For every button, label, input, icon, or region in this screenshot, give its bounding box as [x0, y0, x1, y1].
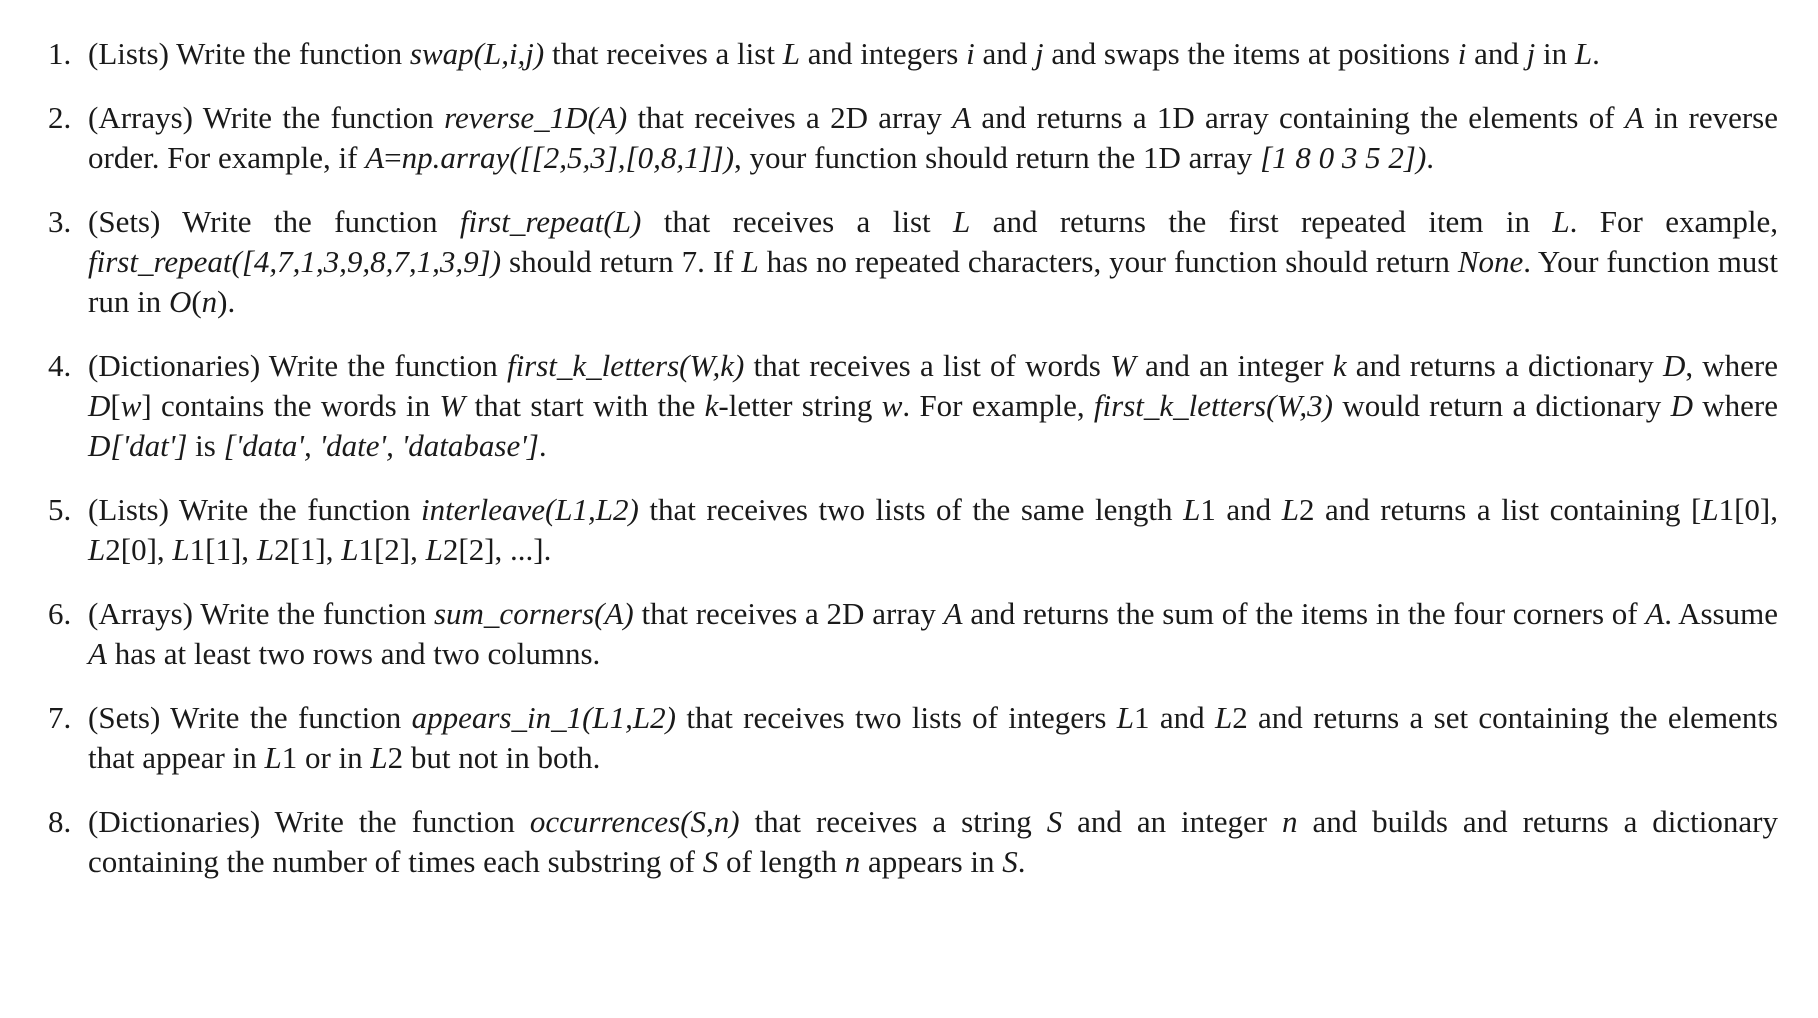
- text-run: . Assume: [1664, 596, 1778, 631]
- text-run: would return a dictionary: [1333, 388, 1671, 423]
- math-term: A: [88, 636, 107, 671]
- math-term: L: [1116, 700, 1135, 735]
- text-run: 1[0],: [1718, 492, 1779, 527]
- math-term: [1 8 0 3 5 2]): [1260, 140, 1427, 175]
- text-run: . Your function must run in: [88, 244, 1778, 319]
- problem-item: [48, 490, 1778, 570]
- math-term: A: [365, 140, 385, 175]
- text-run: ).: [217, 284, 236, 319]
- math-term: first_k_letters(W,k): [506, 348, 745, 383]
- text-run: that receives two lists of the same length: [638, 492, 1184, 527]
- text-run: has at least two rows and two columns.: [106, 636, 601, 671]
- math-term: k: [1332, 348, 1347, 383]
- text-run: has no repeated characters, your function should return: [758, 244, 1458, 279]
- text-run: . For example,: [1569, 204, 1778, 239]
- math-term: L: [741, 244, 759, 279]
- text-run: 2 and returns a list containing [: [1298, 492, 1702, 527]
- text-run: (Arrays) Write the function: [88, 596, 434, 631]
- text-run: [: [110, 388, 121, 423]
- text-run: and returns a 1D array containing the elements of: [971, 100, 1625, 135]
- math-term: i: [1457, 36, 1467, 71]
- problem-text: [88, 492, 1778, 567]
- math-term: L: [256, 532, 275, 567]
- text-run: that start with the: [465, 388, 705, 423]
- math-term: L: [88, 532, 106, 567]
- math-term: ['data', 'date', 'database']: [223, 428, 539, 463]
- text-run: that receives two lists of integers: [676, 700, 1117, 735]
- text-run: (Arrays) Write the function: [88, 100, 445, 135]
- text-run: that receives a 2D array: [633, 596, 944, 631]
- problem-number: 4.: [48, 348, 72, 383]
- text-run: and builds and returns a dictionary containing the number of times each substring of: [88, 804, 1778, 879]
- text-run: .: [538, 428, 547, 463]
- math-term: reverse_1D(A): [444, 100, 628, 135]
- math-term: sum_corners(A): [433, 596, 634, 631]
- math-term: w: [120, 388, 142, 423]
- math-term: np.array([[2,5,3],[0,8,1]]): [401, 140, 735, 175]
- problem-item: [48, 346, 1778, 466]
- math-term: i: [966, 36, 975, 71]
- math-term: L: [1281, 492, 1299, 527]
- text-run: (Dictionaries) Write the function: [88, 348, 507, 383]
- math-term: L: [1214, 700, 1233, 735]
- math-term: L: [370, 740, 388, 775]
- math-term: j: [1034, 36, 1044, 71]
- text-run: and returns the first repeated item in: [970, 204, 1553, 239]
- problem-number: 6.: [48, 596, 72, 631]
- text-run: .: [1426, 140, 1435, 175]
- math-term: D: [1662, 348, 1686, 383]
- math-term: n: [201, 284, 218, 319]
- text-run: that receives a list of words: [744, 348, 1111, 383]
- math-term: S: [1002, 844, 1018, 879]
- math-term: L: [1183, 492, 1201, 527]
- text-run: and: [1466, 36, 1527, 71]
- problem-item: [48, 34, 1778, 74]
- text-run: and returns a dictionary: [1346, 348, 1663, 383]
- text-run: 2[0],: [105, 532, 173, 567]
- text-run: should return 7. If: [501, 244, 742, 279]
- problem-item: [48, 98, 1778, 178]
- math-term: A: [943, 596, 963, 631]
- text-run: where: [1692, 388, 1779, 423]
- problem-item: [48, 802, 1778, 882]
- math-term: W: [439, 388, 466, 423]
- text-run: that receives a 2D array: [627, 100, 953, 135]
- text-run: and: [974, 36, 1035, 71]
- text-run: 2 and returns a set containing the elements that appear in: [88, 700, 1778, 775]
- math-term: W: [1110, 348, 1136, 383]
- text-run: that receives a list: [641, 204, 954, 239]
- text-run: (Lists) Write the function: [88, 36, 410, 71]
- math-term: first_k_letters(W,3): [1093, 388, 1333, 423]
- text-run: and integers: [799, 36, 967, 71]
- problem-text: [88, 100, 1778, 175]
- text-run: 1[2],: [358, 532, 426, 567]
- math-term: swap(L,i,j): [409, 36, 545, 71]
- math-term: D: [88, 388, 111, 423]
- text-run: . For example,: [902, 388, 1094, 423]
- problem-text: [88, 36, 1600, 71]
- math-term: L: [1701, 492, 1719, 527]
- text-run: (Lists) Write the function: [88, 492, 422, 527]
- math-term: first_repeat([4,7,1,3,9,8,7,1,3,9]): [88, 244, 502, 279]
- text-run: ] contains the words in: [141, 388, 440, 423]
- math-term: occurrences(S,n): [529, 804, 740, 839]
- problem-item: [48, 594, 1778, 674]
- problem-number: 2.: [48, 100, 72, 135]
- math-term: L: [953, 204, 971, 239]
- math-term: first_repeat(L): [459, 204, 642, 239]
- text-run: in: [1535, 36, 1575, 71]
- problem-number: 1.: [48, 36, 72, 71]
- text-run: 1[1],: [189, 532, 257, 567]
- problem-text: [88, 700, 1778, 775]
- text-run: appears in: [860, 844, 1003, 879]
- text-run: -letter string: [718, 388, 882, 423]
- text-run: 1 and: [1134, 700, 1215, 735]
- text-run: and an integer: [1062, 804, 1283, 839]
- problem-text: [88, 348, 1778, 463]
- problem-text: [88, 204, 1778, 319]
- math-term: S: [702, 844, 719, 879]
- text-run: (Sets) Write the function: [88, 204, 460, 239]
- math-term: k: [704, 388, 719, 423]
- math-term: L: [425, 532, 443, 567]
- text-run: =: [384, 140, 402, 175]
- problem-item: [48, 698, 1778, 778]
- math-term: appears_in_1(L1,L2): [411, 700, 676, 735]
- math-term: j: [1526, 36, 1536, 71]
- math-term: S: [1046, 804, 1063, 839]
- text-run: (: [191, 284, 202, 319]
- math-term: None: [1457, 244, 1524, 279]
- text-run: , your function should return the 1D array: [734, 140, 1261, 175]
- math-term: L: [1574, 36, 1593, 71]
- text-run: 2 but not in both.: [387, 740, 601, 775]
- math-term: n: [844, 844, 861, 879]
- problem-number: 5.: [48, 492, 72, 527]
- problem-text: [88, 596, 1778, 671]
- text-run: that receives a list: [544, 36, 783, 71]
- math-term: L: [341, 532, 359, 567]
- math-term: w: [881, 388, 903, 423]
- math-term: L: [782, 36, 800, 71]
- problem-list: [48, 34, 1778, 882]
- problem-number: 8.: [48, 804, 72, 839]
- text-run: 1 and: [1200, 492, 1282, 527]
- problem-item: [48, 202, 1778, 322]
- math-term: O: [168, 284, 192, 319]
- text-run: is: [187, 428, 224, 463]
- math-term: D['dat']: [88, 428, 188, 463]
- text-run: 2[1],: [274, 532, 342, 567]
- problem-number: 3.: [48, 204, 72, 239]
- problem-text: [88, 804, 1778, 879]
- text-run: 1 or in: [281, 740, 371, 775]
- math-term: D: [1670, 388, 1693, 423]
- math-term: A: [1645, 596, 1665, 631]
- text-run: in reverse order. For example, if: [88, 100, 1778, 175]
- text-run: of length: [718, 844, 845, 879]
- text-run: that receives a string: [739, 804, 1047, 839]
- text-run: (Dictionaries) Write the function: [88, 804, 530, 839]
- math-term: interleave(L1,L2): [421, 492, 639, 527]
- text-run: .: [1017, 844, 1026, 879]
- math-term: A: [952, 100, 972, 135]
- text-run: 2[2], ...].: [442, 532, 552, 567]
- math-term: A: [1624, 100, 1644, 135]
- text-run: and an integer: [1135, 348, 1333, 383]
- text-run: .: [1592, 36, 1600, 71]
- text-run: , where: [1685, 348, 1779, 383]
- math-term: L: [264, 740, 282, 775]
- text-run: and returns the sum of the items in the four corners of: [962, 596, 1646, 631]
- math-term: L: [172, 532, 190, 567]
- math-term: n: [1282, 804, 1298, 839]
- problem-number: 7.: [48, 700, 72, 735]
- text-run: and swaps the items at positions: [1043, 36, 1458, 71]
- text-run: (Sets) Write the function: [88, 700, 412, 735]
- math-term: L: [1552, 204, 1570, 239]
